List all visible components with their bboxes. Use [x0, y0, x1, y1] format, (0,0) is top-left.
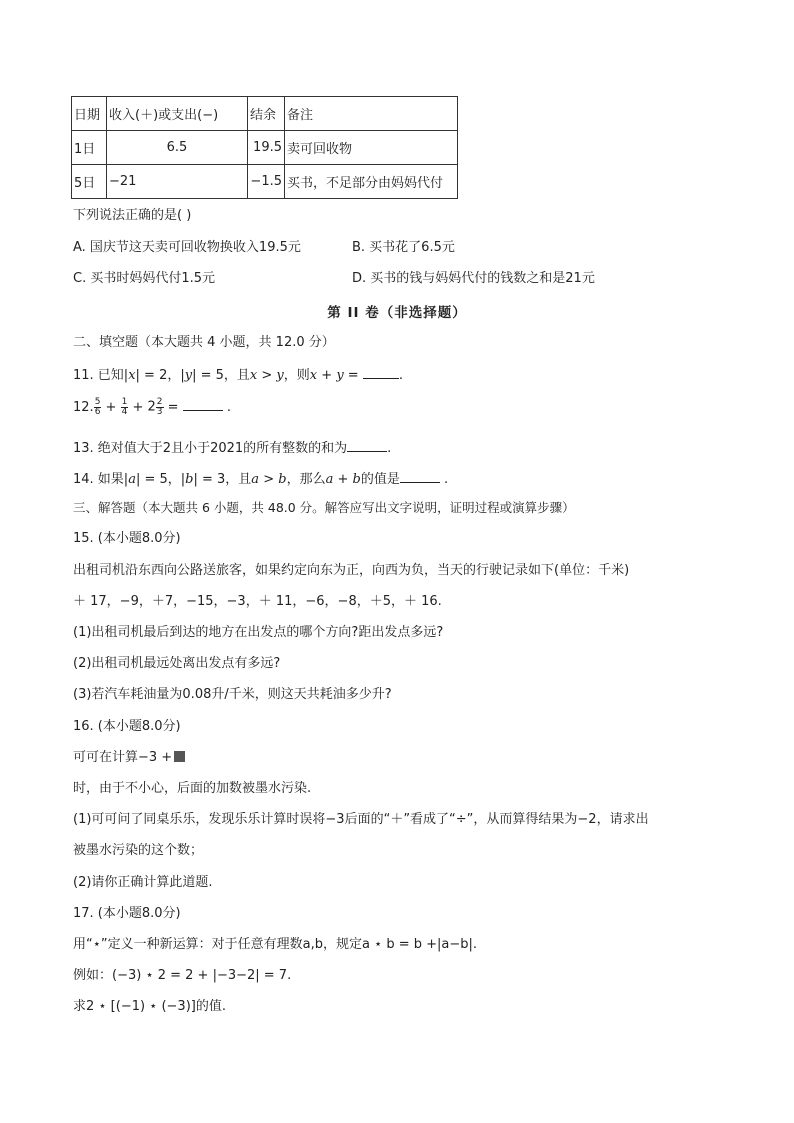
text: ，那么: [286, 472, 326, 487]
text: >: [259, 472, 279, 487]
option-b: B. 买书花了6.5元: [352, 240, 455, 255]
text: 12.: [73, 400, 94, 415]
table-row: [72, 165, 458, 199]
option-a: A. 国庆节这天卖可回收物换收入19.5元: [73, 240, 301, 255]
sub-question: (1)出租司机最后到达的地方在出发点的哪个方向?距出发点多远?: [73, 625, 444, 640]
section-heading: 二、填空题（本大题共 4 小题，共 12.0 分）: [73, 335, 335, 350]
text: +: [317, 368, 337, 383]
question-text: 例如：(−3) ⋆ 2 = 2 + |−3−2| = 7.: [73, 968, 292, 983]
var: a: [251, 472, 260, 487]
var: b: [185, 472, 194, 487]
table-header-row: [72, 97, 458, 131]
text: 可可在计算−3 +: [73, 750, 173, 765]
sub-question: (2)请你正确计算此道题.: [73, 875, 213, 890]
question-text: ＋ 17，−9，＋7，−15，−3，＋ 11，−6，−8，＋5，＋ 16.: [73, 594, 442, 609]
part-title: 第 II 卷（非选择题）: [327, 305, 467, 321]
text: .: [439, 472, 449, 487]
text: 11. 已知|: [73, 368, 129, 383]
var: y: [184, 368, 193, 383]
text: ，则: [283, 368, 310, 383]
text: 的值是: [360, 472, 400, 487]
answer-blank[interactable]: [347, 438, 387, 452]
question-text: 时，由于不小心，后面的加数被墨水污染.: [73, 781, 312, 796]
table-cell: −1.5: [248, 165, 285, 199]
var: y: [336, 368, 344, 383]
var: b: [352, 472, 361, 487]
question-12: [73, 397, 231, 417]
question-13: [73, 438, 391, 458]
question-text: 用“⋆”定义一种新运算：对于任意有理数a,b，规定a ⋆ b = b +|a−b|.: [73, 937, 478, 952]
table-header-cell: 收入(＋)或支出(−): [107, 97, 248, 131]
text: .: [398, 368, 403, 383]
text: 13. 绝对值大于2且小于2021的所有整数的和为: [73, 441, 348, 456]
table-row: [72, 131, 458, 165]
text: | = 2，|: [135, 368, 185, 383]
question-stem: 下列说法正确的是( ): [73, 208, 192, 223]
table-cell: −21: [107, 165, 248, 199]
table-header-cell: 备注: [285, 97, 458, 131]
table-cell: 买书，不足部分由妈妈代付: [285, 165, 458, 199]
text: 14. 如果|: [73, 472, 129, 487]
fraction: $\frac{5}{6}$: [94, 397, 101, 417]
text: =: [163, 400, 183, 415]
var: b: [278, 472, 287, 487]
question-text: 求2 ⋆ [(−1) ⋆ (−3)]的值.: [73, 999, 226, 1014]
table-header-cell: 日期: [72, 97, 107, 131]
table-cell: 19.5: [248, 131, 285, 165]
ink-blot-icon: [174, 751, 185, 762]
table-header-cell: 结余: [248, 97, 285, 131]
income-table: [71, 96, 458, 199]
table-cell: 5日: [72, 165, 107, 199]
text: +: [101, 400, 121, 415]
text: | = 3，且: [193, 472, 252, 487]
var: x: [128, 368, 136, 383]
sub-question: 被墨水污染的这个数；: [73, 843, 204, 858]
answer-blank[interactable]: [363, 365, 399, 379]
question-label: 16. (本小题8.0分): [73, 719, 181, 734]
table-cell: 卖可回收物: [285, 131, 458, 165]
section-heading: 三、解答题（本大题共 6 小题，共 48.0 分。解答应写出文字说明，证明过程或演算步骤）: [73, 500, 575, 515]
answer-blank[interactable]: [400, 469, 440, 483]
text: | = 5，|: [135, 472, 186, 487]
mixed-number: 2 $\frac{2}{3}$: [147, 397, 163, 417]
fraction: $\frac{1}{4}$: [121, 397, 128, 417]
question-11: [73, 365, 403, 385]
var: x: [249, 368, 258, 383]
var: x: [309, 368, 318, 383]
answer-blank[interactable]: [183, 397, 223, 411]
question-label: 17. (本小题8.0分): [73, 906, 181, 921]
text: +: [128, 400, 148, 415]
text: .: [387, 441, 392, 456]
var: a: [128, 472, 136, 487]
table-cell: 1日: [72, 131, 107, 165]
sub-question: (2)出租司机最远处离出发点有多远?: [73, 656, 281, 671]
question-label: 15. (本小题8.0分): [73, 531, 181, 546]
question-text: [73, 749, 185, 767]
var: y: [276, 368, 284, 383]
var: a: [325, 472, 334, 487]
text: +: [333, 472, 353, 487]
text: =: [343, 368, 363, 383]
option-c: C. 买书时妈妈代付1.5元: [73, 271, 216, 286]
table-cell: 6.5: [107, 131, 248, 165]
option-d: D. 买书的钱与妈妈代付的钱数之和是21元: [352, 271, 595, 286]
sub-question: (3)若汽车耗油量为0.08升/千米，则这天共耗油多少升?: [73, 687, 392, 702]
question-text: 出租司机沿东西向公路送旅客，如果约定向东为正，向西为负，当天的行驶记录如下(单位：千米): [73, 563, 630, 578]
text: .: [222, 400, 231, 415]
text: | = 5，且: [192, 368, 250, 383]
text: >: [257, 368, 277, 383]
question-14: [73, 469, 448, 489]
sub-question: (1)可可问了同桌乐乐，发现乐乐计算时误将−3后面的“＋”看成了“÷”，从而算得结果为−2，请求出: [73, 812, 649, 827]
